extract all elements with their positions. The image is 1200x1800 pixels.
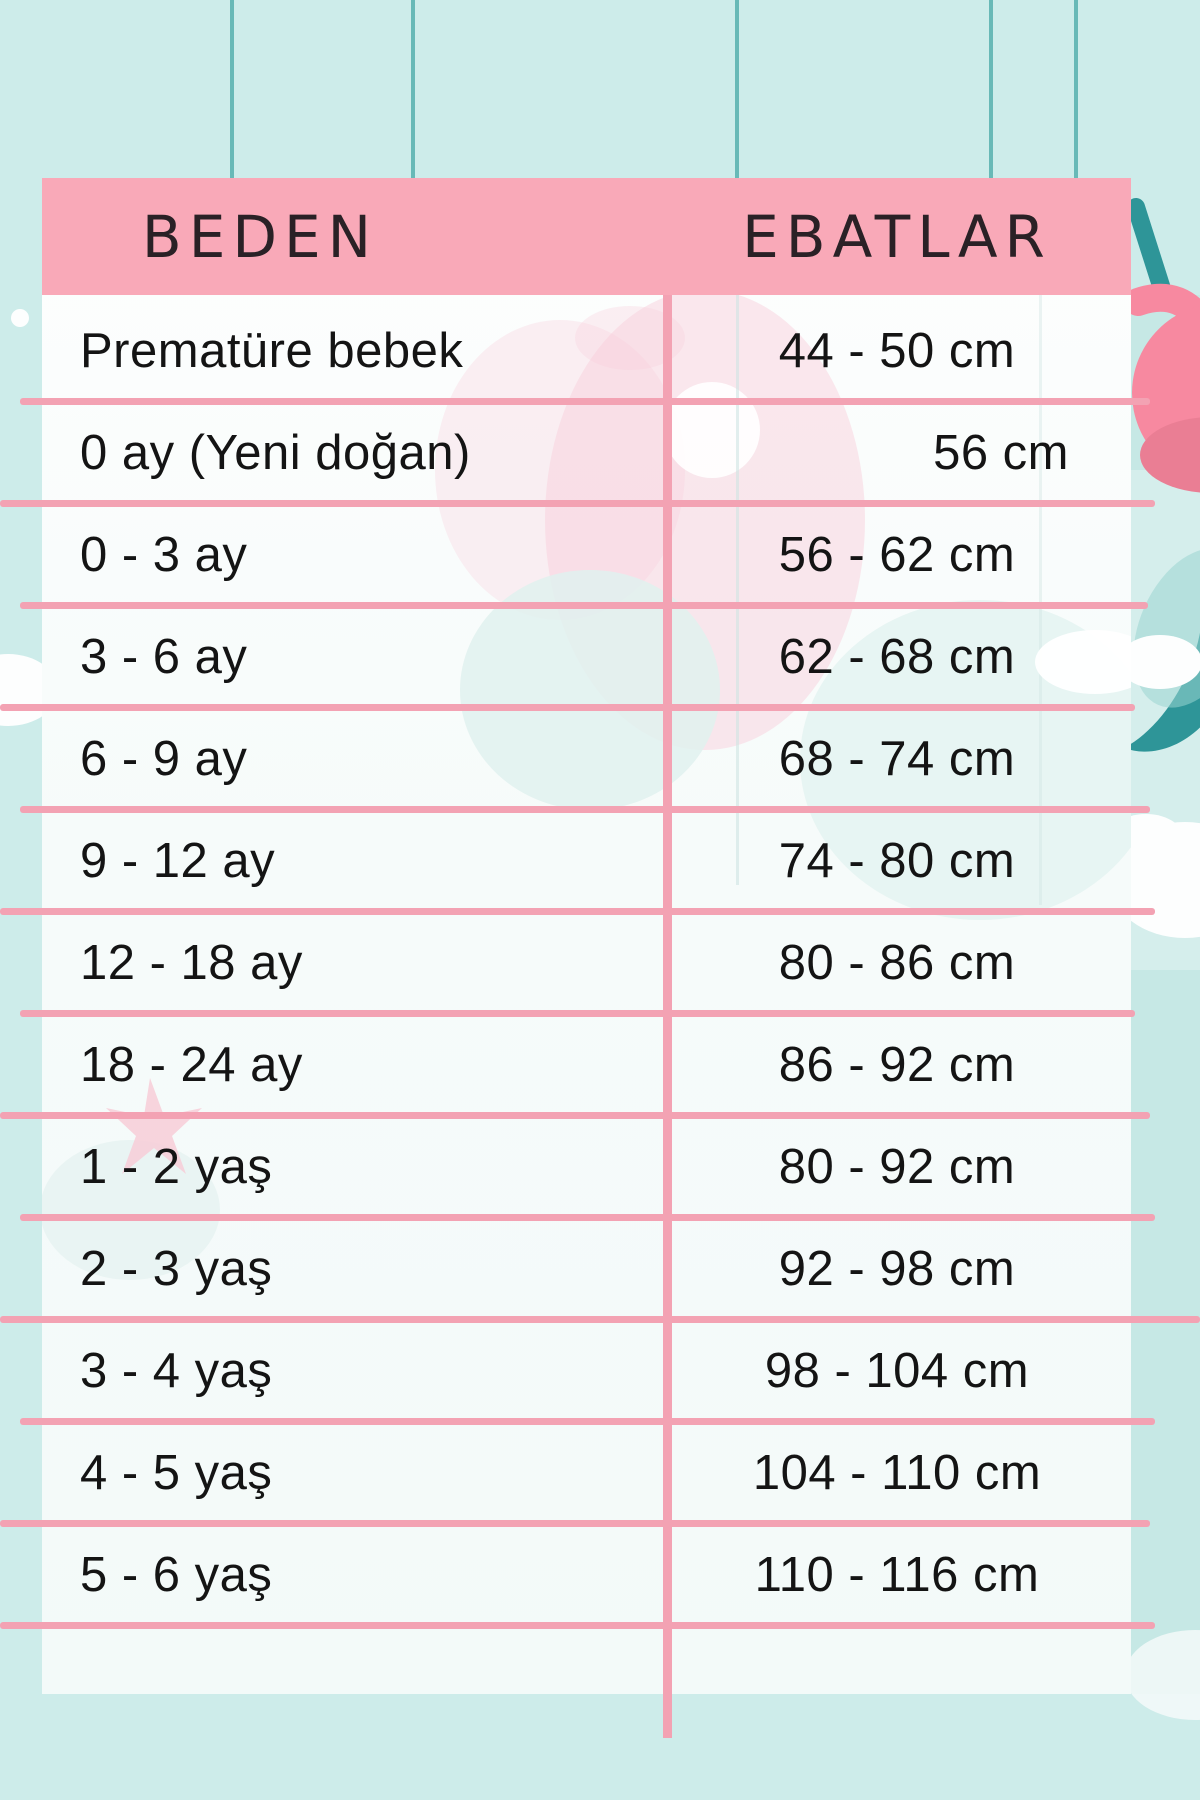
size-cell: 3 - 4 yaş [80, 1344, 273, 1398]
size-cell: 0 ay (Yeni doğan) [80, 426, 471, 480]
size-cell: 5 - 6 yaş [80, 1548, 273, 1602]
table-row [42, 810, 1131, 912]
table-row [42, 912, 1131, 1014]
dimensions-cell: 68 - 74 cm [778, 732, 1016, 786]
dimensions-cell: 80 - 92 cm [778, 1140, 1016, 1194]
row-separator-line [0, 1622, 1155, 1629]
row-separator-line [20, 1418, 1155, 1425]
size-cell: 0 - 3 ay [80, 528, 248, 582]
dimensions-cell: 56 - 62 cm [778, 528, 1016, 582]
header-size: BEDEN [141, 202, 379, 271]
row-separator-line [20, 1010, 1135, 1017]
table-row [42, 402, 1131, 504]
dimensions-cell: 104 - 110 cm [752, 1446, 1042, 1500]
size-cell: 3 - 6 ay [80, 630, 248, 684]
size-cell: 2 - 3 yaş [80, 1242, 273, 1296]
size-cell: 1 - 2 yaş [80, 1140, 273, 1194]
row-separator-line [20, 806, 1150, 813]
size-cell: 12 - 18 ay [80, 936, 303, 990]
dimensions-cell: 44 - 50 cm [778, 324, 1016, 378]
table-row [42, 1320, 1131, 1422]
table-row [42, 1524, 1131, 1626]
table-header [42, 178, 1131, 295]
row-separator-line [0, 1316, 1200, 1323]
row-separator-line [20, 398, 1150, 405]
header-dimensions: EBATLAR [742, 202, 1052, 271]
table-rows [42, 295, 1131, 1626]
stem-icon [1136, 207, 1163, 292]
dimensions-cell: 110 - 116 cm [754, 1548, 1040, 1602]
table-row [42, 708, 1131, 810]
dimensions-cell: 86 - 92 cm [778, 1038, 1016, 1092]
size-cell: 9 - 12 ay [80, 834, 276, 888]
table-row [42, 606, 1131, 708]
table-row [42, 1116, 1131, 1218]
size-cell: 4 - 5 yaş [80, 1446, 273, 1500]
size-cell: 6 - 9 ay [80, 732, 248, 786]
row-separator-line [0, 704, 1135, 711]
row-separator-line [0, 500, 1155, 507]
dimensions-cell: 62 - 68 cm [778, 630, 1016, 684]
dimensions-cell: 92 - 98 cm [778, 1242, 1016, 1296]
table-row [42, 504, 1131, 606]
size-cell: Prematüre bebek [80, 324, 464, 378]
dimensions-cell: 98 - 104 cm [764, 1344, 1030, 1398]
hanging-string-icon [232, 0, 1076, 180]
dimensions-cell: 74 - 80 cm [778, 834, 1016, 888]
row-separator-line [0, 908, 1155, 915]
table-row [42, 1422, 1131, 1524]
dimensions-cell: 80 - 86 cm [778, 936, 1016, 990]
table-row [42, 300, 1131, 402]
size-chart-panel [42, 178, 1131, 1694]
row-separator-line [0, 1520, 1150, 1527]
row-separator-line [20, 1214, 1155, 1221]
table-row [42, 1014, 1131, 1116]
dimensions-cell: 56 cm [933, 426, 1069, 480]
size-cell: 18 - 24 ay [80, 1038, 303, 1092]
row-separator-line [0, 1112, 1150, 1119]
row-separator-line [20, 602, 1148, 609]
table-row [42, 1218, 1131, 1320]
